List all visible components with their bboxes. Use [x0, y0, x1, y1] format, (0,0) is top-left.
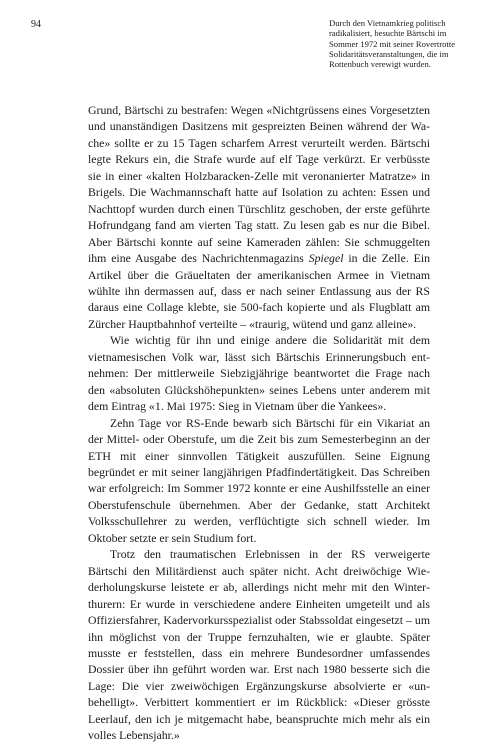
magazine-title: Spiegel [308, 251, 344, 266]
body-text [88, 102, 430, 744]
paragraph-1-post: in die Zelle. Ein Artikel über die Gräueltaten der amerikanischen Armee in Vietnam wühlte ihn dermassen auf, dass er nach seiner Entlassung aus der RS daraus eine Collage klebte, sie 500-fach kopierte und als Flugblatt am Zürcher Hauptbahnhof verteilte – «traurig, wütend und ganz alleine». [88, 251, 430, 331]
image-caption: Durch den Vietnamkrieg politisch radikalisiert, besuchte Bärtschi im Sommer 1972 mit seiner Rovertrotte Solidaritätsveranstaltungen, die im Rottenbuch verewigt wurden. [329, 18, 456, 70]
paragraph-3: Zehn Tage vor RS-Ende bewarb sich Bärtschi für ein Vikariat an der Mittel- oder Oberstufe, um die Zeit bis zum Semesterbeginn an der ETH mit einer sinnvollen Tätigkeit auszufüllen. Seine Eignung begründet er mit seiner langjährigen Pfadfindertätigkeit. Das Schreiben war erfolgreich: Im Sommer 1972 konnte er eine Aushilfsstelle an einer Oberstufenschule übernehmen. Aber der Gedanke, statt Architekt Volksschullehrer zu werden, verflüchtigte sich schnell wieder. Im Oktober setzte er sein Studium fort. [88, 415, 430, 545]
paragraph-1 [88, 102, 430, 332]
page-number: 94 [31, 19, 41, 30]
paragraph-2: Wie wichtig für ihn und einige andere die Solidarität mit dem vietnamesischen Volk war, lässt sich Bärtschis Erinnerungsbuch entnehmen: Der mittlerweile Siebzigjährige beantwortet die Frage nach den «absoluten Glückshöhepunkten» seines Lebens unter anderem mit dem Eintrag «1. Mai 1975: Sieg in Vietnam über die Yankees». [88, 333, 430, 414]
paragraph-1-pre: Grund, Bärtschi zu bestrafen: Wegen «Nichtgrüssens eines Vorgesetzten und unanständigen Dasitzens mit gespreizten Beinen während der Wache» sollte er zu 15 Tagen scharfem Arrest verurteilt werden. Bärtschi legte Rekurs ein, die Strafe wurde auf elf Tage verkürzt. Er verbüsste sie in einer «kalten Holzbaracken-Zelle mit veronanierter Matratze» in Brigels. Die Wachmannschaft hatte auf Isolation zu achten: Essen und Nachttopf wurden durch einen Türschlitz geschoben, der erste geführte Hofrundgang fand am vierten Tag statt. Zu lesen gab es nur die Bibel. Aber Bärtschi konnte auf seine Kameraden zählen: Sie schmuggelten ihm eine Ausgabe des Nachrichtenmagazins [88, 103, 430, 266]
paragraph-4: Trotz den traumatischen Erlebnissen in der RS verweigerte Bärtschi den Militärdienst auch später nicht. Acht dreiwöchige Wiederholungskurse leistete er ab, allerdings nicht mehr mit den Winterthurern: Er wurde in verschiedene andere Einheiten umgeteilt und als Offiziersfahrer, Kadervorkursspezialist oder Stabssoldat eingesetzt – um ihn möglichst von der Truppe fernzuhalten, wie er glaubte. Später musste er feststellen, dass ein mehrere Bundesordner umfassendes Dossier über ihn geführt worden war. Erst nach 1980 besserte sich die Lage: Die vier zweiwöchigen Ergänzungskurse absolvierte er «unbehelligt». Verbittert kommentiert er im Rückblick: «Dieser grösste Leerlauf, den ich je mitgemacht habe, beanspruchte mich mehr als ein volles Lebensjahr.» [88, 547, 430, 743]
